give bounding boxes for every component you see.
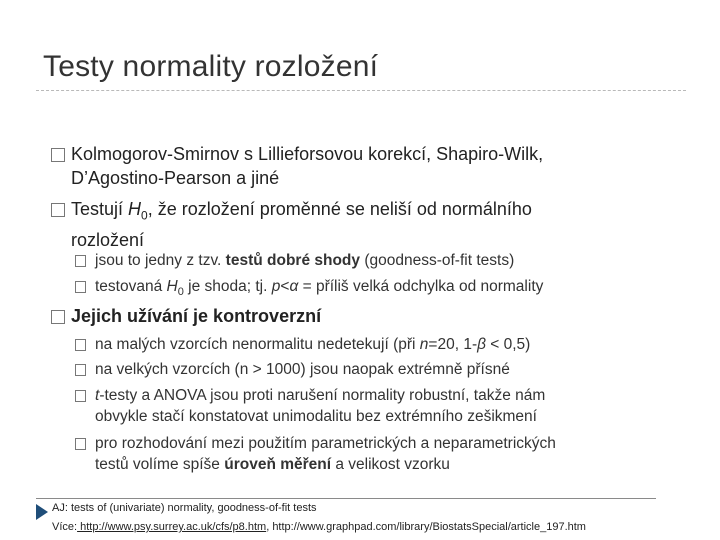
square-bullet-icon: [51, 148, 65, 162]
square-bullet-icon: [75, 390, 86, 402]
footer-divider: [36, 498, 656, 499]
sub-bullet-goodness-of-fit: jsou to jedny z tzv. testů dobré shody (goodness-of-fit tests): [75, 250, 640, 271]
square-bullet-icon: [75, 438, 86, 450]
footer-links: Více: http://www.psy.surrey.ac.uk/cfs/p8.htm, http://www.graphpad.com/library/BiostatsSpecial/article_197.htm: [52, 521, 586, 533]
link-surrey[interactable]: http://www.psy.surrey.ac.uk/cfs/p8.htm: [77, 521, 267, 533]
square-bullet-icon: [51, 203, 65, 217]
sub-bullet-null-hypothesis: testovaná $H_0$ je shoda; tj. p<α = příliš velká odchylka od normality: [75, 276, 640, 303]
bullet-text: Kolmogorov-Smirnov s Lillieforsovou korekcí, Shapiro-Wilk, D’Agostino-Pearson a jiné: [71, 144, 544, 188]
bullet-item-tests-list: [49, 142, 651, 190]
sub-bullet-robustness: t-testy a ANOVA jsou proti narušení normality robustní, takže nám obvykle stačí konstatovat unimodalitu bez extrémního zešikmení: [75, 385, 640, 427]
arrow-right-icon: [36, 504, 48, 520]
square-bullet-icon: [51, 310, 65, 324]
square-bullet-icon: [75, 281, 86, 293]
square-bullet-icon: [75, 255, 86, 267]
sub-bullet-decision: pro rozhodování mezi použitím parametrických a neparametrických testů volíme spíše úroveň měření a velikost vzorku: [75, 433, 640, 475]
square-bullet-icon: [75, 339, 86, 351]
sub-bullet-small-samples: na malých vzorcích nenormalitu nedetekují (při n=20, 1-β < 0,5): [75, 334, 640, 355]
title-divider: [36, 90, 686, 91]
footer-english-terms: AJ: tests of (univariate) normality, goodness-of-fit tests: [52, 502, 317, 514]
square-bullet-icon: [75, 364, 86, 376]
page-title: Testy normality rozložení: [43, 50, 379, 83]
sub-bullet-large-samples: na velkých vzorcích (n > 1000) jsou naopak extrémně přísné: [75, 359, 640, 380]
link-graphpad[interactable]: http://www.graphpad.com/library/BiostatsSpecial/article_197.htm: [272, 521, 586, 533]
bullet-item-hypothesis: [49, 197, 651, 252]
bullet-text: Testují $H_0$, že rozložení proměnné se neliší od normálního rozložení: [71, 199, 532, 250]
bullet-item-controversy: Jejich užívání je kontroverzní: [49, 304, 651, 328]
